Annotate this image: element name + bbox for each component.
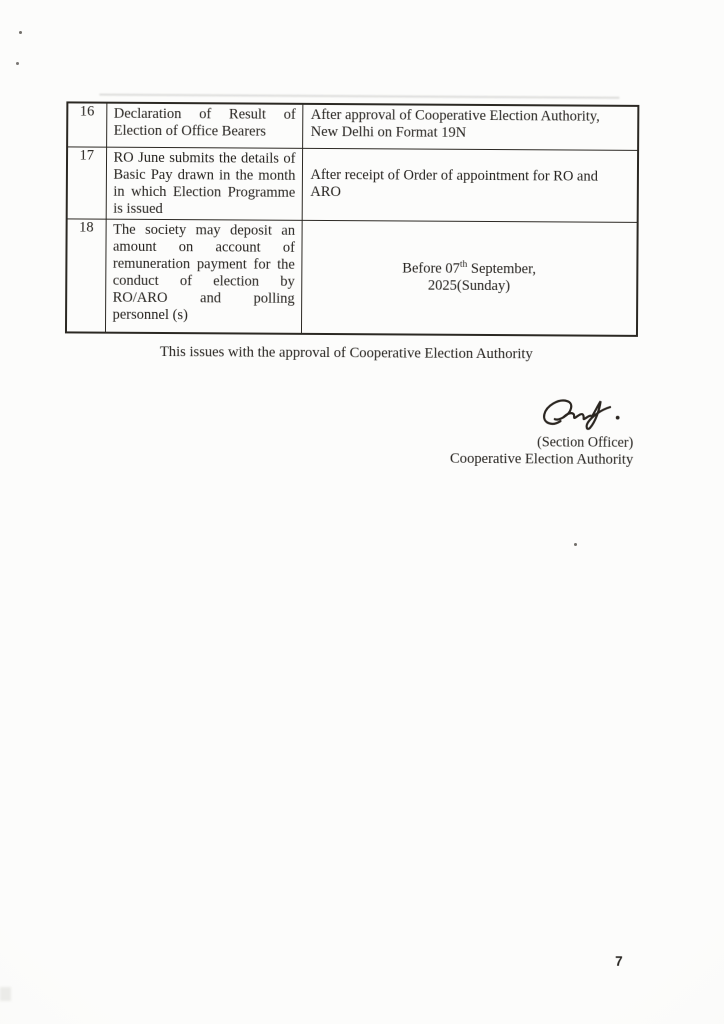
timeline-cell: After receipt of Order of appointment for RO and ARO bbox=[302, 148, 638, 222]
ordinal-suffix: th bbox=[459, 259, 468, 270]
approval-note: This issues with the approval of Cooperative Election Authority bbox=[159, 343, 533, 363]
table-row bbox=[66, 218, 638, 335]
timeline-cell: After approval of Cooperative Election Authority, New Delhi on Format 19N bbox=[302, 104, 638, 150]
timeline-line-2: 2025(Sunday) bbox=[427, 277, 511, 294]
table-row bbox=[67, 146, 638, 221]
page-number: 7 bbox=[615, 953, 623, 969]
election-schedule-table bbox=[65, 101, 639, 336]
serial-number-cell: 18 bbox=[66, 218, 106, 332]
serial-number-cell: 16 bbox=[67, 102, 106, 146]
timeline-line-1: Before 07th September, bbox=[402, 259, 536, 278]
serial-number-cell: 17 bbox=[67, 146, 106, 218]
signature-image bbox=[535, 394, 627, 435]
activity-cell: Declaration of Result of Election of Office Bearers bbox=[106, 103, 302, 148]
signature-block bbox=[450, 394, 634, 468]
officer-title: (Section Officer) bbox=[536, 434, 634, 451]
activity-cell: RO June submits the details of Basic Pay drawn in the month in which Election Programme is issued bbox=[106, 147, 302, 220]
authority-name: Cooperative Election Authority bbox=[449, 450, 634, 468]
scan-smear bbox=[99, 94, 619, 99]
timeline-cell bbox=[301, 220, 638, 336]
activity-cell: The society may deposit an amount on account of remuneration payment for the conduct of election by RO/ARO and polling personnel (s) bbox=[105, 219, 302, 334]
table-row bbox=[67, 102, 638, 149]
